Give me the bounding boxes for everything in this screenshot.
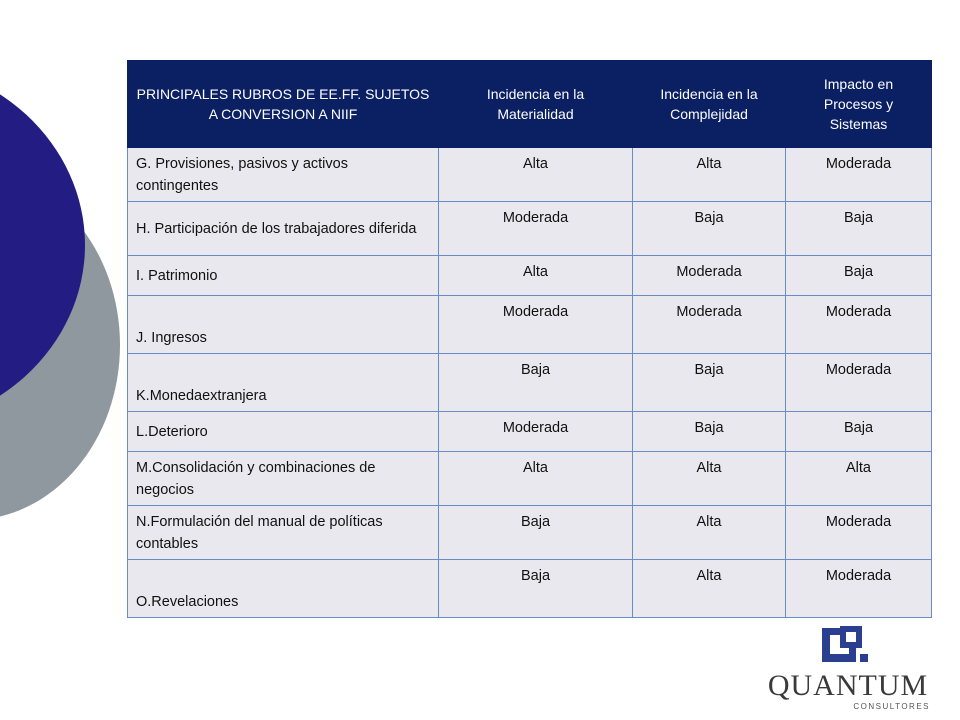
complejidad-cell: Moderada: [633, 296, 786, 354]
header-impacto: Impacto en Procesos y Sistemas: [786, 61, 932, 148]
impacto-cell: Moderada: [786, 506, 932, 560]
rubro-cell: K.Monedaextranjera: [128, 354, 439, 412]
impacto-cell: Baja: [786, 256, 932, 296]
table-row: [128, 412, 932, 452]
header-materialidad: Incidencia en la Materialidad: [439, 61, 633, 148]
rubro-cell: I. Patrimonio: [128, 256, 439, 296]
impacto-cell: Moderada: [786, 354, 932, 412]
materialidad-cell: Alta: [439, 256, 633, 296]
rubro-cell: H. Participación de los trabajadores diferida: [128, 202, 439, 256]
impacto-cell: Moderada: [786, 560, 932, 618]
table-row: [128, 560, 932, 618]
quantum-logo: [760, 626, 936, 716]
table-row: [128, 148, 932, 202]
rubro-cell: L.Deterioro: [128, 412, 439, 452]
rubro-cell: G. Provisiones, pasivos y activos contingentes: [128, 148, 439, 202]
materialidad-cell: Baja: [439, 560, 633, 618]
logo-name: QUANTUM: [767, 669, 929, 702]
materialidad-cell: Alta: [439, 148, 633, 202]
complejidad-cell: Baja: [633, 412, 786, 452]
materialidad-cell: Baja: [439, 354, 633, 412]
rubro-cell: M.Consolidación y combinaciones de negocios: [128, 452, 439, 506]
rubro-cell: O.Revelaciones: [128, 560, 439, 618]
impacto-cell: Baja: [786, 202, 932, 256]
table-row: [128, 354, 932, 412]
complejidad-cell: Baja: [633, 354, 786, 412]
table-row: [128, 202, 932, 256]
table-row: [128, 296, 932, 354]
materialidad-cell: Moderada: [439, 202, 633, 256]
materialidad-cell: Moderada: [439, 412, 633, 452]
complejidad-cell: Alta: [633, 452, 786, 506]
logo-subtitle: CONSULTORES: [853, 702, 930, 711]
table-row: [128, 506, 932, 560]
impacto-cell: Moderada: [786, 296, 932, 354]
rubro-cell: N.Formulación del manual de políticas contables: [128, 506, 439, 560]
conversion-table: [127, 60, 932, 618]
complejidad-cell: Alta: [633, 506, 786, 560]
conversion-table-container: [127, 60, 931, 618]
quantum-logo-mark-icon: [822, 626, 872, 666]
impacto-cell: Baja: [786, 412, 932, 452]
table-header-row: [128, 61, 932, 148]
materialidad-cell: Moderada: [439, 296, 633, 354]
complejidad-cell: Alta: [633, 148, 786, 202]
complejidad-cell: Alta: [633, 560, 786, 618]
complejidad-cell: Moderada: [633, 256, 786, 296]
table-row: [128, 452, 932, 506]
table-row: [128, 256, 932, 296]
materialidad-cell: Baja: [439, 506, 633, 560]
header-complejidad: Incidencia en la Complejidad: [633, 61, 786, 148]
header-rubros: PRINCIPALES RUBROS DE EE.FF. SUJETOS A CONVERSION A NIIF: [128, 61, 439, 148]
impacto-cell: Alta: [786, 452, 932, 506]
materialidad-cell: Alta: [439, 452, 633, 506]
rubro-cell: J. Ingresos: [128, 296, 439, 354]
complejidad-cell: Baja: [633, 202, 786, 256]
impacto-cell: Moderada: [786, 148, 932, 202]
